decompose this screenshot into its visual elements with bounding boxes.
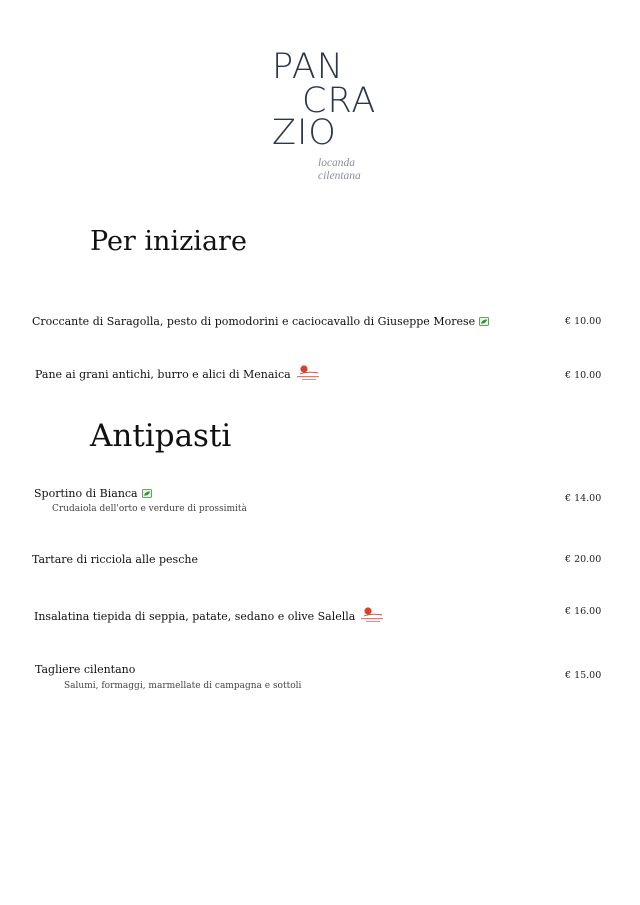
menu-item-label: Pane ai grani antichi, burro e alici di Menaica [35,368,291,381]
menu-item-name [35,366,322,384]
menu-item-price: € 20.00 [565,554,602,565]
menu-item-name [35,663,135,676]
menu-item-label: Croccante di Saragolla, pesto di pomodorini e caciocavallo di Giuseppe Morese [32,315,476,328]
menu-item-price: € 10.00 [565,316,602,327]
menu-item-name [34,487,152,500]
slow-food-presidio-icon [358,606,386,624]
menu-item-name [32,553,198,566]
green-leaf-icon [479,317,489,326]
slow-food-presidio-icon [294,364,322,382]
menu-item-label: Tagliere cilentano [35,663,136,676]
logo-tagline-2: cilentana [318,170,361,182]
logo-tagline-1: locanda [318,157,356,169]
menu-item-description: Salumi, formaggi, marmellate di campagna e sottoli [64,681,302,691]
section-title-antipasti: Antipasti [90,418,232,454]
section-title-per-iniziare: Per iniziare [90,226,247,257]
menu-item-label: Insalatina tiepida di seppia, patate, sedano e olive Salella [34,610,356,623]
menu-item-label: Sportino di Bianca [34,487,138,500]
green-leaf-icon [142,489,152,498]
menu-item-price: € 14.00 [565,493,602,504]
logo-line-3: ZIO [272,113,337,153]
menu-item-name [34,608,386,626]
menu-item-price: € 10.00 [565,370,602,381]
logo-line-1: PAN [272,47,344,87]
logo-line-2: CRA [302,81,377,121]
menu-item-price: € 16.00 [565,606,602,617]
menu-item-name [32,315,489,328]
menu-item-price: € 15.00 [565,670,602,681]
menu-item-label: Tartare di ricciola alle pesche [32,553,198,566]
logo [272,47,392,190]
menu-item-description: Crudaiola dell'orto e verdure di prossimità [52,504,247,514]
